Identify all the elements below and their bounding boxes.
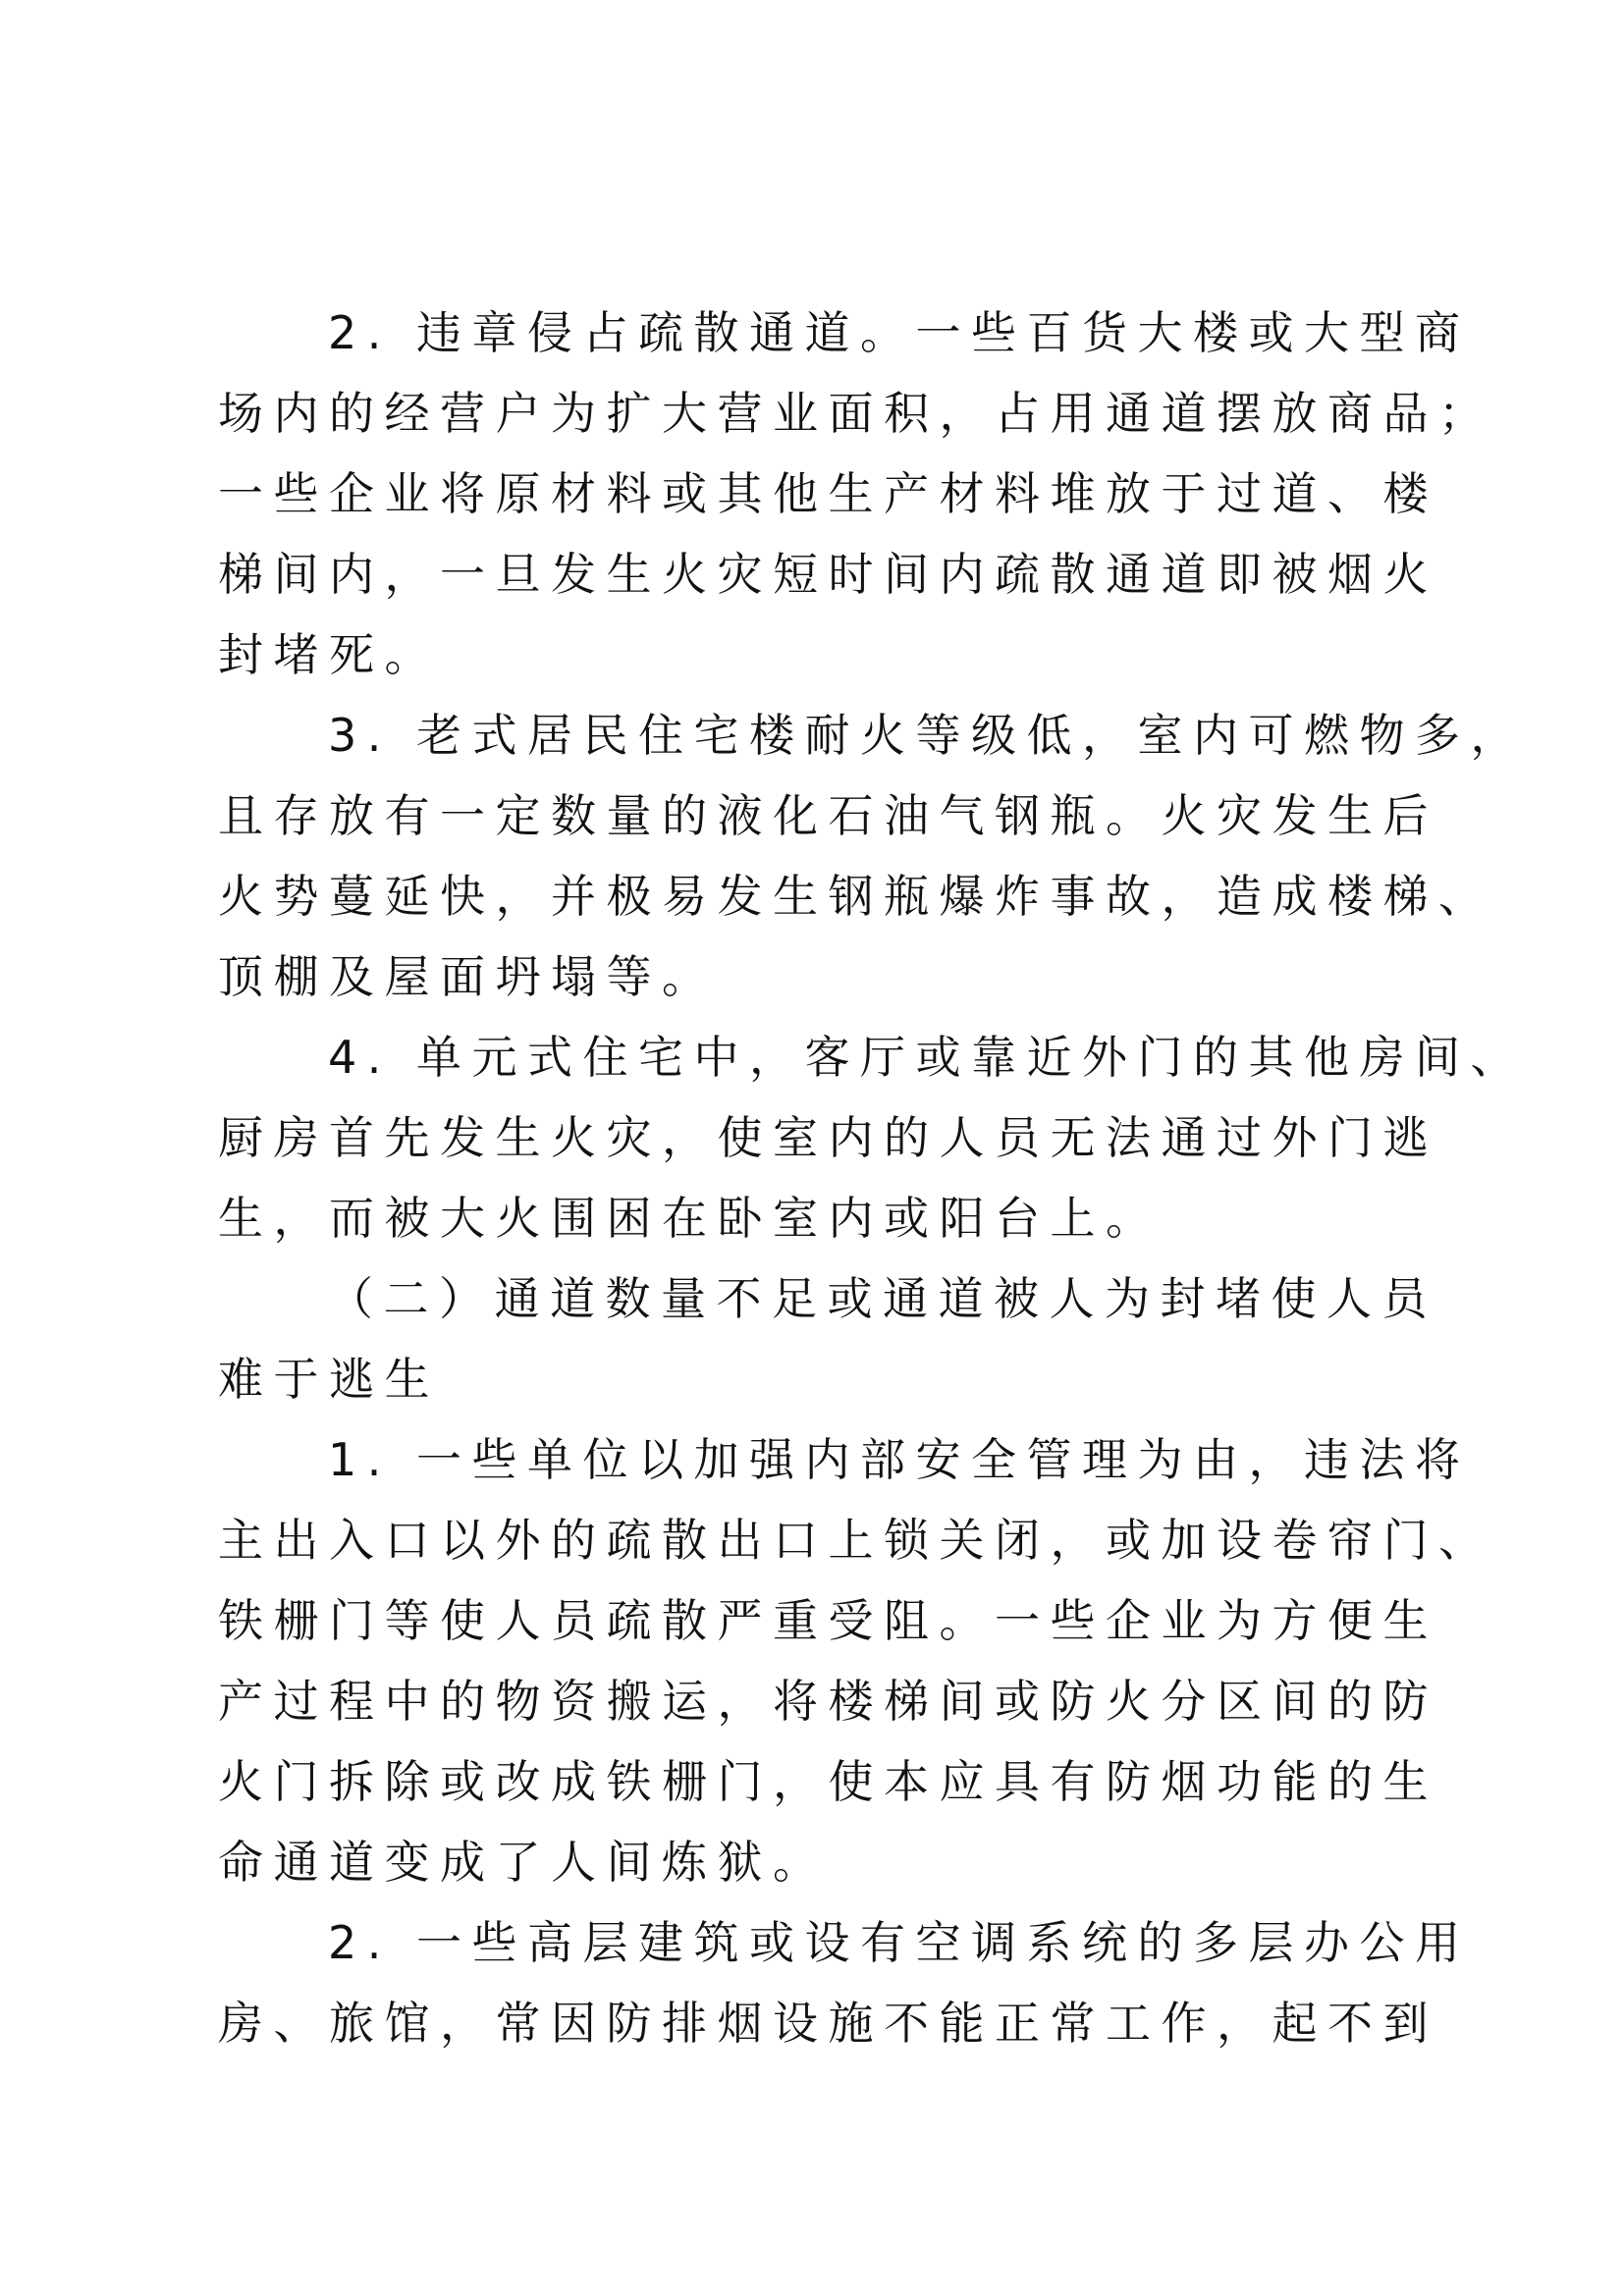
document-body bbox=[218, 293, 1527, 2063]
paragraph-line: 3. 老式居民住宅楼耐火等级低，室内可燃物多， bbox=[328, 709, 1527, 762]
paragraph-line: 火势蔓延快，并极易发生钢瓶爆炸事故，造成楼梯、 bbox=[218, 870, 1494, 923]
paragraph-line: 封堵死。 bbox=[218, 628, 440, 681]
paragraph-line: 顶棚及屋面坍塌等。 bbox=[218, 950, 718, 1003]
paragraph-line: 一些企业将原材料或其他生产材料堆放于过道、楼 bbox=[218, 467, 1438, 520]
section-heading-line: 难于逃生 bbox=[218, 1353, 440, 1406]
paragraph-line: 1. 一些单位以加强内部安全管理为由，违法将 bbox=[328, 1433, 1471, 1486]
paragraph-line: 生，而被大火围困在卧室内或阳台上。 bbox=[218, 1192, 1162, 1245]
paragraph-line: 且存放有一定数量的液化石油气钢瓶。火灾发生后 bbox=[218, 789, 1438, 842]
paragraph-line: 命通道变成了人间炼狱。 bbox=[218, 1836, 829, 1889]
paragraph-line: 2. 违章侵占疏散通道。一些百货大楼或大型商 bbox=[328, 306, 1471, 359]
paragraph-line: 厨房首先发生火灾，使室内的人员无法通过外门逃 bbox=[218, 1111, 1438, 1164]
paragraph-line: 场内的经营户为扩大营业面积，占用通道摆放商品； bbox=[218, 387, 1494, 440]
paragraph-line: 房、旅馆，常因防排烟设施不能正常工作，起不到 bbox=[218, 1997, 1438, 2050]
paragraph-line: 4. 单元式住宅中，客厅或靠近外门的其他房间、 bbox=[328, 1031, 1527, 1084]
paragraph-line: 产过程中的物资搬运，将楼梯间或防火分区间的防 bbox=[218, 1675, 1438, 1728]
paragraph-line: 主出入口以外的疏散出口上锁关闭，或加设卷帘门、 bbox=[218, 1514, 1494, 1567]
paragraph-line: 2. 一些高层建筑或设有空调系统的多层办公用 bbox=[328, 1916, 1471, 1969]
section-heading-line: （二）通道数量不足或通道被人为封堵使人员 bbox=[328, 1272, 1437, 1325]
paragraph-line: 铁栅门等使人员疏散严重受阻。一些企业为方便生 bbox=[218, 1594, 1438, 1647]
paragraph-line: 火门拆除或改成铁栅门，使本应具有防烟功能的生 bbox=[218, 1755, 1438, 1808]
paragraph-line: 梯间内，一旦发生火灾短时间内疏散通道即被烟火 bbox=[218, 548, 1438, 601]
